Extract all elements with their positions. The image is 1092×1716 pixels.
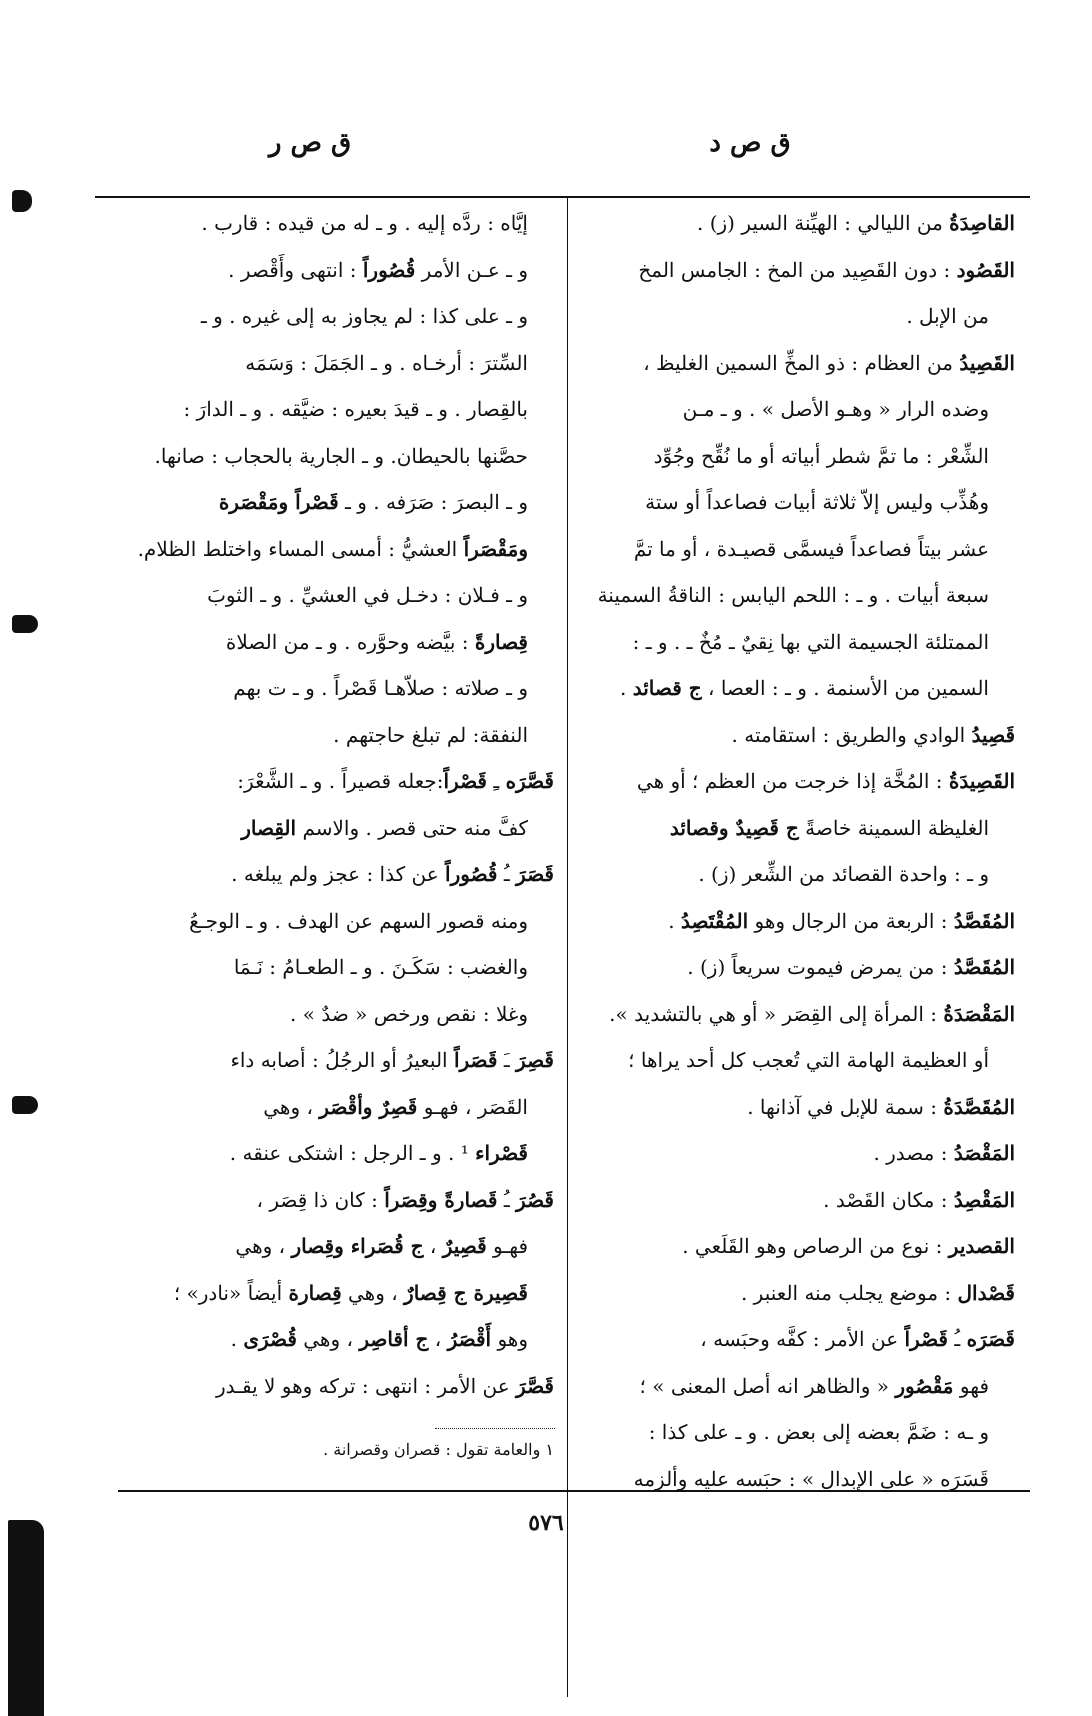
definition-text: الممتلئة الجسيمة التي بها نِقيٌ ـ مُخٌ ـ . و ـ : bbox=[632, 629, 989, 654]
headword: القاصِدَةُ bbox=[949, 211, 1015, 235]
text-line bbox=[112, 991, 554, 1038]
definition-text: من الإبل . bbox=[906, 304, 989, 328]
text-line bbox=[575, 247, 1015, 294]
definition-text: الوادي والطريق : استقامته . bbox=[731, 722, 972, 747]
text-line bbox=[575, 1037, 1015, 1084]
text-line bbox=[575, 526, 1015, 573]
definition-text: الغليظة السمينة خاصةً bbox=[798, 815, 989, 840]
text-line bbox=[575, 944, 1015, 991]
definition-text: من العظام : ذو المخِّ السمين الغليظ ، bbox=[643, 350, 960, 375]
text-line bbox=[112, 1316, 554, 1363]
text-line bbox=[575, 851, 1015, 898]
text-line bbox=[575, 386, 1015, 433]
text-line bbox=[575, 1084, 1015, 1131]
text-line bbox=[575, 665, 1015, 712]
headword: قَصْراً ومَقْصَرة bbox=[218, 490, 339, 514]
text-line bbox=[112, 712, 554, 759]
text-line bbox=[112, 1177, 554, 1224]
text-line bbox=[112, 1037, 554, 1084]
definition-text: : موضع يجلب منه العنبر . bbox=[740, 1280, 958, 1305]
top-rule bbox=[95, 196, 1030, 198]
right-column bbox=[575, 200, 1015, 1502]
headword: قَصِيدُ bbox=[971, 722, 1015, 747]
headword: المَقْصِدُ bbox=[953, 1187, 1015, 1212]
text-line bbox=[112, 619, 554, 666]
scan-mark bbox=[12, 615, 38, 633]
headword: المُقَصَّدَةُ bbox=[943, 1094, 1015, 1119]
text-line bbox=[112, 247, 554, 294]
headword: المَقْصَدُ bbox=[953, 1141, 1015, 1165]
headword: قَصِيرٌ bbox=[442, 1234, 487, 1258]
definition-text: الشِّعْر : ما تمَّ شطر أبياته أو ما نُقِّح وجُوِّد bbox=[653, 443, 989, 468]
definition-text: أو العظيمة الهامة التي تُعجب كل أحد يراها ؛ bbox=[628, 1048, 989, 1072]
definition-text: :جعله قصيراً . و ـ الشَّعْرَ: bbox=[237, 769, 444, 793]
text-line bbox=[575, 991, 1015, 1038]
definition-text: كفَّ منه حتى قصر . والاسم bbox=[296, 815, 528, 840]
headword: قَصَّرَه bbox=[505, 769, 554, 793]
definition-text: فهـو bbox=[486, 1234, 528, 1258]
scan-edge-shadow bbox=[8, 1520, 44, 1716]
text-line bbox=[112, 572, 554, 619]
headword: قَصِرَ bbox=[516, 1048, 554, 1072]
definition-text: القَصَر ، فهـو bbox=[417, 1094, 528, 1119]
headword: القصدير bbox=[948, 1234, 1015, 1258]
definition-text: و ـ صلاته : صلاّهـا قَصْراً . و ـ ت بهم bbox=[233, 676, 528, 700]
definition-text: وضده الرار « وهـو الأصل » . و ـ مـن bbox=[682, 397, 989, 421]
headword: ومَقْصَراً bbox=[463, 536, 528, 561]
definition-text: ، وهي bbox=[235, 1234, 292, 1258]
definition-text: ، bbox=[423, 1234, 443, 1258]
text-line bbox=[112, 1223, 554, 1270]
text-line bbox=[575, 898, 1015, 945]
text-line bbox=[112, 1270, 554, 1317]
definition-text: : مصدر . bbox=[873, 1141, 954, 1165]
definition-text: ـُ bbox=[948, 1327, 967, 1351]
definition-text: حصَّنها بالحيطان. و ـ الجارية بالحجاب : صانها. bbox=[154, 443, 528, 468]
headword: ج قُصَراء وقِصار bbox=[291, 1234, 424, 1258]
text-line bbox=[575, 1177, 1015, 1224]
text-line bbox=[112, 526, 554, 573]
text-line bbox=[112, 944, 554, 991]
bottom-rule bbox=[118, 1490, 1030, 1492]
definition-text: : نوع من الرصاص وهو القَلَعي . bbox=[682, 1234, 949, 1258]
definition-text: : انتهى وأَقْصر . bbox=[228, 257, 363, 282]
definition-text: ، bbox=[428, 1327, 448, 1351]
text-line bbox=[575, 200, 1015, 247]
definition-text: و ـ : واحدة القصائد من الشِّعر (ز) . bbox=[698, 862, 989, 886]
definition-text: : كان ذا قِصَر ، bbox=[256, 1187, 385, 1212]
text-line bbox=[112, 433, 554, 480]
text-line bbox=[575, 293, 1015, 340]
headword: المُقْتَصِدُ bbox=[680, 908, 749, 933]
definition-text: : دون القَصِيد من المخ : الجامس المخ bbox=[638, 257, 957, 282]
headword: القَصِيدُ bbox=[959, 350, 1015, 375]
definition-text: . bbox=[230, 1327, 244, 1351]
definition-text: ، وهي bbox=[263, 1094, 320, 1119]
definition-text: ومنه قصور السهم عن الهدف . و ـ الوجـعُ bbox=[189, 908, 528, 933]
running-head-left: ق ص ر bbox=[268, 128, 352, 158]
definition-text: إيَّاه : ردَّه إليه . و ـ له من قيده : قارب . bbox=[201, 211, 528, 235]
headword: قَصارةً وقِصَراً bbox=[384, 1187, 498, 1212]
headword: قِصارةً bbox=[474, 629, 528, 654]
headword: ج قصائد bbox=[632, 676, 702, 700]
definition-text: البعيرُ أو الرجُلُ : أصابه داء bbox=[230, 1048, 454, 1072]
definition-text: وهو bbox=[491, 1327, 528, 1351]
text-line bbox=[575, 1456, 1015, 1503]
definition-text: : الربعة من الرجال وهو bbox=[748, 908, 954, 933]
headword: المُقَصَّدُ bbox=[953, 955, 1015, 979]
definition-text: عشر بيتاً فصاعداً فيسمَّى قصيـدة ، أو ما تمَّ bbox=[633, 536, 989, 561]
footnote-rule bbox=[435, 1428, 555, 1429]
text-line bbox=[575, 1363, 1015, 1410]
text-line bbox=[112, 898, 554, 945]
definition-text: : من يمرض فيموت سريعاً (ز) . bbox=[687, 955, 954, 979]
text-line bbox=[575, 805, 1015, 852]
definition-text: و ـ البصرَ : صَرَفه . و ـ bbox=[338, 490, 528, 514]
text-line bbox=[575, 1409, 1015, 1456]
definition-text: : بيَّضه وحوَّره . و ـ من الصلاة bbox=[225, 629, 475, 654]
definition-text: . bbox=[620, 676, 633, 700]
headword: قَصْراء bbox=[475, 1141, 528, 1165]
text-line bbox=[112, 1130, 554, 1177]
definition-text: ـُ bbox=[497, 1187, 517, 1212]
definition-text: . bbox=[668, 908, 681, 933]
definition-text: : سمة للإبل في آذانها . bbox=[747, 1094, 944, 1119]
headword: قَصَرَه bbox=[966, 1327, 1015, 1351]
text-line bbox=[575, 712, 1015, 759]
headword: قَصُرَ bbox=[516, 1187, 554, 1212]
definition-text: ـُ bbox=[497, 862, 517, 886]
headword: قَصْدال bbox=[957, 1280, 1015, 1305]
definition-text: العشيُّ : أمسى المساء واختلط الظلام. bbox=[137, 536, 464, 561]
text-line bbox=[112, 851, 554, 898]
headword: قُصْرَى bbox=[243, 1327, 297, 1351]
text-line bbox=[575, 340, 1015, 387]
headword: قَصِيرة ج قِصارٌ bbox=[404, 1280, 528, 1305]
definition-text: السِّترَ : أرخـاه . و ـ الجَمَلَ : وَسَمَه bbox=[245, 350, 528, 375]
definition-text: ـَ bbox=[497, 1048, 517, 1072]
definition-text: ـِ bbox=[487, 769, 506, 793]
definition-text: و ـ عـن الأمر bbox=[415, 257, 528, 282]
text-line bbox=[575, 1316, 1015, 1363]
definition-text: قَسَرَه « على الإبدال » : حبَسه عليه وألزمه bbox=[633, 1466, 989, 1491]
definition-text: ، وهي bbox=[296, 1327, 360, 1351]
definition-text: أيضاً «نادر» ؛ bbox=[173, 1280, 289, 1305]
definition-text: و ـه : ضَمَّ بعضه إلى بعض . و ـ على كذا : bbox=[648, 1420, 989, 1444]
headword: القَصُود bbox=[956, 257, 1015, 282]
text-line bbox=[112, 293, 554, 340]
definition-text: عن الأمر : انتهى : تركه وهو لا يقـدر bbox=[215, 1373, 517, 1398]
headword: ج قَصِيدٌ وقصائد bbox=[669, 815, 799, 840]
page-number: ٥٧٦ bbox=[528, 1510, 564, 1536]
text-line bbox=[575, 1130, 1015, 1177]
definition-text: : المرأة إلى القِصَر « أو هي بالتشديد ». bbox=[609, 1001, 944, 1026]
headword: المَقْصَدَةُ bbox=[943, 1001, 1015, 1026]
text-line bbox=[112, 1363, 554, 1410]
text-line bbox=[112, 340, 554, 387]
text-line bbox=[575, 619, 1015, 666]
headword: القَصِيدَةُ bbox=[948, 769, 1015, 793]
running-head-right: ق ص د bbox=[709, 128, 791, 158]
text-line bbox=[112, 386, 554, 433]
scan-mark bbox=[12, 190, 32, 212]
text-line bbox=[575, 1223, 1015, 1270]
text-line bbox=[575, 1270, 1015, 1317]
headword: أَقْصَرُ bbox=[447, 1327, 492, 1351]
definition-text: سبعة أبيات . و ـ : اللحم اليابس : الناقةُ السمينة bbox=[597, 583, 989, 607]
text-line bbox=[112, 200, 554, 247]
text-line bbox=[575, 433, 1015, 480]
text-line bbox=[112, 665, 554, 712]
definition-text: ، وهي bbox=[341, 1280, 405, 1305]
definition-text: وهُذِّب وليس إلاّ ثلاثة أبيات فصاعداً أو ستة bbox=[645, 490, 989, 514]
definition-text: وغلا : نقص ورخص « ضدٌ » . bbox=[290, 1001, 528, 1026]
headword: القِصار bbox=[241, 815, 297, 840]
definition-text: و ـ فـلان : دخـل في العشيِّ . و ـ الثوبَ bbox=[207, 583, 528, 607]
column-divider bbox=[567, 197, 568, 1697]
definition-text: : مكان القَصْد . bbox=[823, 1187, 954, 1212]
text-line bbox=[575, 479, 1015, 526]
definition-text: السمين من الأسنمة . و ـ : العصا ، bbox=[701, 676, 989, 700]
text-line bbox=[112, 758, 554, 805]
definition-text: : المُخَّة إذا خرجت من العظم ؛ أو هي bbox=[636, 769, 949, 793]
definition-text: والغضب : سَكَـنَ . و ـ الطعـامُ : نَـمَا bbox=[233, 955, 528, 979]
headword: مَقْصُور bbox=[895, 1373, 954, 1398]
headword: قِصارة bbox=[288, 1280, 342, 1305]
headword: ج أقاصِر bbox=[359, 1327, 429, 1351]
definition-text: ¹ . و ـ الرجل : اشتكى عنقه . bbox=[229, 1141, 476, 1165]
text-line bbox=[112, 479, 554, 526]
text-line bbox=[575, 572, 1015, 619]
left-column bbox=[112, 200, 554, 1409]
definition-text: و ـ على كذا : لم يجاوز به إلى غيره . و ـ bbox=[200, 304, 528, 328]
definition-text: « والظاهر انه أصل المعنى » ؛ bbox=[639, 1373, 896, 1398]
headword: قَصَراً bbox=[453, 1048, 498, 1072]
headword: قَصِرٌ وأقْصَر bbox=[319, 1094, 418, 1119]
text-line bbox=[112, 805, 554, 852]
headword: قَصَرَ bbox=[516, 862, 554, 886]
headword: قُصُوراً bbox=[445, 862, 498, 886]
definition-text: من الليالي : الهيِّنة السير (ز) . bbox=[696, 211, 950, 235]
headword: المُقَصَّدُ bbox=[953, 908, 1015, 933]
scan-mark bbox=[12, 1096, 38, 1114]
definition-text: النفقة: لم تبلغ حاجتهم . bbox=[333, 722, 528, 747]
headword: قَصَّرَ bbox=[516, 1373, 554, 1398]
text-line bbox=[575, 758, 1015, 805]
headword: قَصْراً bbox=[443, 769, 487, 793]
footnote: ١ والعامة تقول : قصران وقصرانة . bbox=[323, 1440, 554, 1459]
headword: قَصْراً bbox=[904, 1327, 948, 1351]
headword: قُصُوراً bbox=[362, 257, 416, 282]
definition-text: عن الأمر : كفَّه وحبَسه ، bbox=[700, 1327, 905, 1351]
definition-text: فهو bbox=[953, 1373, 989, 1398]
definition-text: عن كذا : عجز ولم يبلغه . bbox=[231, 862, 446, 886]
text-line bbox=[112, 1084, 554, 1131]
definition-text: بالقِصار . و ـ قيدَ بعيره : ضيَّقه . و ـ الدارَ : bbox=[183, 397, 528, 421]
